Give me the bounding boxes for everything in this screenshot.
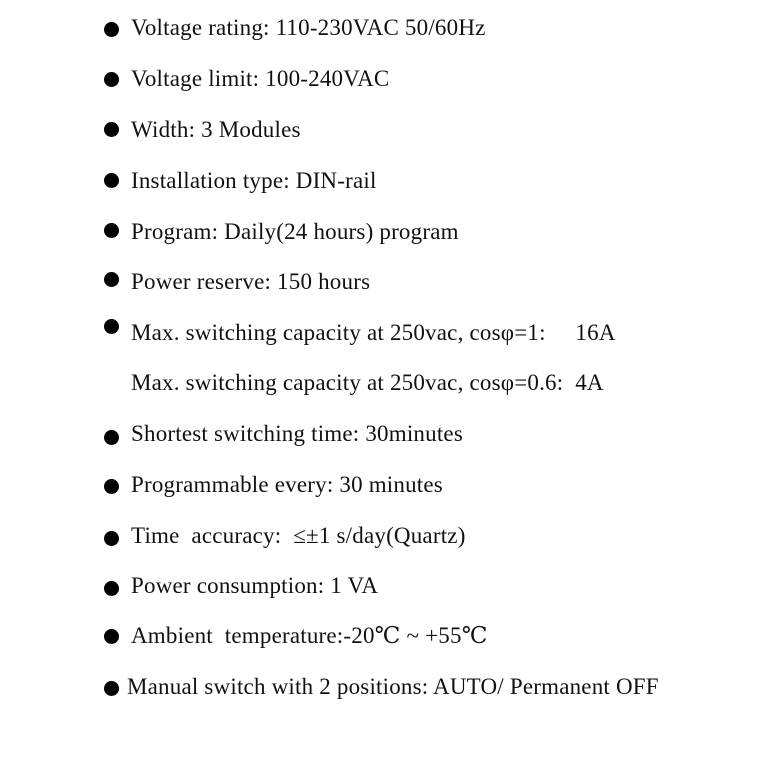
bullet-icon [104, 629, 119, 644]
bullet-icon [104, 531, 119, 546]
bullet-icon [104, 479, 119, 494]
spec-text: Programmable every: 30 minutes [131, 472, 443, 497]
bullet-icon [104, 581, 119, 596]
spec-item-shortest-switching-time [0, 420, 781, 470]
spec-item-time-accuracy [0, 522, 781, 572]
spec-text: Max. switching capacity at 250vac, cosφ=1: 16A [131, 320, 616, 345]
spec-item-voltage-limit [0, 65, 781, 115]
spec-item-program [0, 218, 781, 268]
spec-text: Program: Daily(24 hours) program [131, 219, 459, 244]
spec-item-max-switching-capacity-1 [0, 319, 781, 369]
spec-item-voltage-rating [0, 14, 781, 64]
spec-text: Power consumption: 1 VA [131, 573, 379, 598]
bullet-icon [104, 122, 119, 137]
spec-text: Power reserve: 150 hours [131, 269, 371, 294]
spec-item-manual-switch [0, 673, 781, 723]
spec-text: Voltage rating: 110-230VAC 50/60Hz [131, 15, 486, 40]
spec-item-programmable-every [0, 471, 781, 521]
spec-text: Installation type: DIN-rail [131, 168, 377, 193]
spec-text: Max. switching capacity at 250vac, cosφ=0.6: 4A [131, 370, 604, 395]
spec-text: Width: 3 Modules [131, 117, 301, 142]
spec-item-max-switching-capacity-2 [0, 369, 781, 419]
bullet-icon [104, 173, 119, 188]
spec-text: Time accuracy: ≤±1 s/day(Quartz) [131, 523, 466, 548]
spec-item-power-reserve [0, 268, 781, 318]
spec-item-ambient-temperature [0, 622, 781, 672]
spec-text: Shortest switching time: 30minutes [131, 421, 463, 446]
spec-text: Ambient temperature:-20℃ ~ +55℃ [131, 623, 488, 648]
bullet-icon [104, 319, 119, 334]
spec-item-width [0, 116, 781, 166]
bullet-icon [104, 681, 119, 696]
bullet-icon [104, 22, 119, 37]
bullet-icon [104, 430, 119, 445]
bullet-icon [104, 272, 119, 287]
bullet-icon [104, 72, 119, 87]
spec-item-installation-type [0, 167, 781, 217]
bullet-icon [104, 223, 119, 238]
spec-text: Voltage limit: 100-240VAC [131, 66, 390, 91]
spec-text: Manual switch with 2 positions: AUTO/ Permanent OFF [127, 674, 659, 699]
spec-item-power-consumption [0, 572, 781, 622]
